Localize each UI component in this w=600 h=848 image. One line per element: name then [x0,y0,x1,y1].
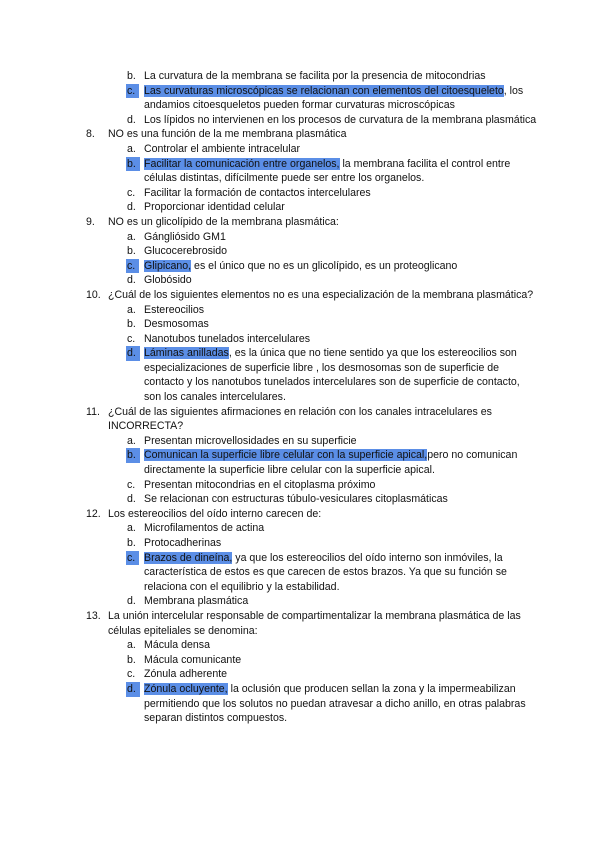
answer-explanation: la membrana facilita el control entre células distintas, difícilmente puede ser entre los organelos. [144,157,511,185]
option [0,332,600,347]
highlighted-answer: Las curvaturas microscópicas se relacionan con elementos del citoesqueleto [144,84,504,97]
answer-explanation: pero no comunican directamente la superficie libre celular con la superficie apical. [144,449,518,477]
question [0,215,600,230]
option-label: Gángliósido GM1 [144,230,226,243]
option-letter: d. [127,113,136,126]
option-letter: c. [127,186,136,199]
option-answer [0,84,600,113]
option-label: Facilitar la formación de contactos intercelulares [144,186,371,199]
option-label: Zónula adherente [144,668,228,681]
option [0,667,600,682]
option-text [144,114,536,126]
option [0,230,600,245]
option [0,69,600,84]
question-number: 11. [86,405,100,418]
option-label: Estereocilios [144,303,205,316]
question-text: ¿Cuál de los siguientes elementos no es una especialización de la membrana plasmática? [108,288,534,301]
option-answer [0,448,600,477]
option-label: Desmosomas [144,318,209,331]
question [0,405,600,434]
option [0,273,600,288]
option-label: Microfilamentos de actina [144,522,265,535]
question [0,507,600,522]
option-answer [0,682,600,726]
option-text [144,85,523,112]
option-text [144,260,457,272]
option [0,492,600,507]
answer-explanation: la oclusión que producen sellan la zona y la impermeabilizan permitiendo que los solutos no puedan atravesar a dicho anillo, en otras palabras separan distintos compuestos. [144,682,526,725]
option-text [144,187,371,199]
option-label: Globósido [144,274,192,287]
option-letter: d. [127,274,136,287]
question-number: 8. [86,128,95,141]
option-text [144,479,375,491]
option-letter: b. [127,537,136,549]
option [0,521,600,536]
option-letter: b. [127,70,136,82]
option-text [144,435,357,447]
highlighted-answer: Facilitar la comunicación entre organelos, [144,157,340,170]
option [0,200,600,215]
option-label: Protocadherinas [144,537,222,549]
answer-explanation: ya que los estereocilios del oído interno son inmóviles, la característica de estos es que carecen de estos brazos. Ya que su función se relaciona con el equilibrio y la estabilidad. [144,551,507,593]
option [0,434,600,449]
question [0,127,600,142]
option-letter: d. [126,682,140,697]
option-label: La curvatura de la membrana se facilita por la presencia de mitocondrias [144,70,486,82]
highlighted-answer: Brazos de dineína, [144,551,233,564]
option-label: Mácula comunicante [144,653,242,666]
option-label: Mácula densa [144,639,210,652]
option-text [144,143,300,155]
highlighted-answer: Comunican la superficie libre celular con la superficie apical, [144,449,428,462]
option [0,317,600,332]
question-text: ¿Cuál de las siguientes afirmaciones en relación con los canales intracelulares es INCORRECTA? [108,405,492,433]
question-text: La unión intercelular responsable de compartimentalizar la membrana plasmática de las células epiteliales se denomina: [108,609,521,637]
option-letter: a. [127,303,136,316]
option-text [144,231,226,243]
option-label: Presentan microvellosidades en su superficie [144,434,357,447]
option-answer [0,346,600,404]
option-answer [0,551,600,595]
option [0,653,600,668]
option-label: Los lípidos no intervienen en los procesos de curvatura de la membrana plasmática [144,113,537,126]
option-text [144,595,248,607]
option-letter: c. [127,332,136,345]
highlighted-answer: Láminas anilladas [144,347,229,360]
option-letter: c. [126,551,139,566]
option-text [144,493,448,505]
option [0,536,600,551]
option-letter: d. [127,201,136,214]
option-letter: c. [126,84,139,99]
option-label: Membrana plasmática [144,595,249,608]
option [0,244,600,259]
option-text [144,668,227,680]
option [0,478,600,493]
document-body [0,69,600,726]
option-text [144,552,507,593]
option-text [144,158,510,185]
answer-explanation: , es la única que no tiene sentido ya que los estereocilios son especializaciones de superficie libre , los desmosomas son de superficie de contacto y los nanotubos tunelados intercelulares son de superficie de contacto, son los canales intercelulares. [144,347,520,404]
option-letter: d. [127,493,136,506]
option-text [144,333,310,345]
option-text [144,318,209,330]
option-text [144,683,526,724]
question-number: 9. [86,215,95,228]
option-letter: b. [127,245,136,258]
question-text: Los estereocilios del oído interno carecen de: [108,507,322,520]
option [0,142,600,157]
option-letter: b. [127,318,136,331]
option-letter: d. [127,595,136,608]
highlighted-answer: Zónula ocluyente, [144,682,228,695]
option-text [144,274,192,286]
question-number: 10. [86,288,101,301]
option-letter: a. [127,639,136,652]
option-text [144,70,486,82]
question-text: NO es una función de la me membrana plasmática [108,128,347,141]
option-letter: d. [126,346,140,361]
option-text [144,347,520,403]
option-label: Controlar el ambiente intracelular [144,142,301,155]
option-letter: c. [126,259,139,274]
question-number: 12. [86,507,101,520]
option-label: Nanotubos tunelados intercelulares [144,332,311,345]
option [0,594,600,609]
option-answer [0,157,600,186]
option [0,113,600,128]
option-label: Presentan mitocondrias en el citoplasma próximo [144,478,376,491]
question-number: 13. [86,609,101,622]
answer-explanation: es el único que no es un glicolípido, es un proteoglicano [191,259,458,272]
question [0,288,600,303]
option-letter: c. [127,478,136,491]
option-label: Proporcionar identidad celular [144,201,285,214]
option-letter: b. [126,448,140,463]
option-letter: b. [126,157,140,172]
question-text: NO es un glicolípido de la membrana plasmática: [108,215,339,228]
option-text [144,245,227,257]
option [0,303,600,318]
option-answer [0,259,600,274]
option-letter: c. [127,668,136,681]
option-letter: a. [127,230,136,243]
highlighted-answer: Glipicano, [144,259,192,272]
option-letter: b. [127,653,136,666]
option-text [144,304,204,316]
question [0,609,600,638]
option-text [144,537,221,549]
option-letter: a. [127,522,136,535]
option [0,638,600,653]
option [0,186,600,201]
option-text [144,654,241,666]
option-label: Se relacionan con estructuras túbulo-vesiculares citoplasmáticas [144,493,448,506]
option-label: Glucocerebrosido [144,245,228,258]
option-letter: a. [127,142,136,155]
option-letter: a. [127,434,136,447]
option-text [144,522,264,534]
option-text [144,201,285,213]
answer-explanation: , los andamios citoesqueletos pueden formar curvaturas microscópicas [144,84,524,112]
option-text [144,639,210,651]
option-text [144,449,517,476]
